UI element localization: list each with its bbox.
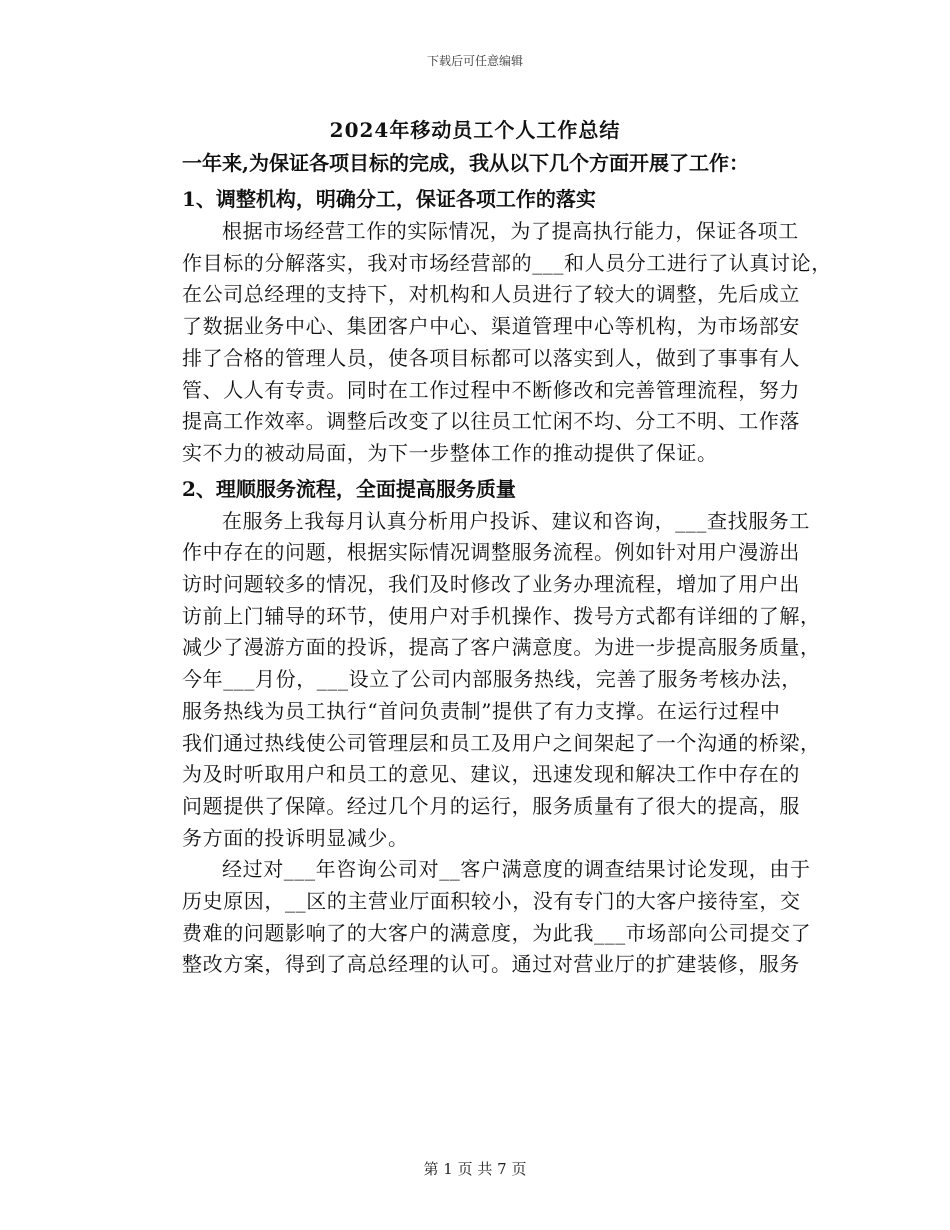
text-line: 减少了漫游方面的投诉，提高了客户满意度。为进一步提高服务质量， [182, 635, 821, 660]
text-line: 我们通过热线使公司管理层和员工及用户之间架起了一个沟通的桥梁， [182, 730, 821, 755]
text-line: 排了合格的管理人员，使各项目标都可以落实到人，做到了事事有人 [182, 345, 800, 370]
document-title: 2024年移动员工个人工作总结 [329, 118, 621, 142]
text-line: 提高工作效率。调整后改变了以往员工忙闲不均、分工不明、工作落 [182, 409, 800, 434]
section2-paragraph-2 [142, 854, 818, 981]
text-line: 服务热线为员工执行“首问负责制”提供了有力支撑。在运行过程中 [182, 698, 781, 723]
text-line: 了数据业务中心、集团客户中心、渠道管理中心等机构，为市场部安 [182, 314, 800, 339]
text-line: 问题提供了保障。经过几个月的运行，服务质量有了很大的提高，服 [182, 793, 800, 818]
intro-paragraph: 一年来,为保证各项目标的完成，我从以下几个方面开展了工作： [182, 151, 749, 175]
header-note: 下载后可任意编辑 [426, 54, 523, 68]
text-line: 实不力的被动局面，为下一步整体工作的推动提供了保证。 [182, 440, 718, 465]
text-line: 作目标的分解落实，我对市场经营部的___和人员分工进行了认真讨论， [182, 250, 832, 275]
text-line: 在公司总经理的支持下，对机构和人员进行了较大的调整，先后成立 [182, 282, 800, 307]
text-line: 经过对___年咨询公司对__客户满意度的调查结果讨论发现，由于 [222, 857, 811, 882]
text-line: 历史原因，__区的主营业厅面积较小，没有专门的大客户接待室，交 [182, 889, 801, 914]
page-footer: 第 1 页 共 7 页 [423, 1160, 527, 1178]
text-line: 访前上门辅导的环节，使用户对手机操作、拨号方式都有详细的了解， [182, 603, 821, 628]
text-line: 根据市场经营工作的实际情况，为了提高执行能力，保证各项工 [222, 219, 799, 243]
text-line: 费难的问题影响了的大客户的满意度，为此我___市场部向公司提交了 [182, 920, 812, 945]
text-line: 管、人人有专责。同时在工作过程中不断修改和完善管理流程，努力 [182, 377, 800, 402]
text-line: 为及时听取用户和员工的意见、建议，迅速发现和解决工作中存在的 [182, 762, 800, 787]
section2-paragraph-1 [142, 506, 821, 855]
text-line: 整改方案，得到了高总经理的认可。通过对营业厅的扩建装修，服务 [182, 952, 800, 977]
text-line: 访时问题较多的情况，我们及时修改了业务办理流程，增加了用户出 [182, 572, 800, 597]
section1-heading: 1、调整机构，明确分工，保证各项工作的落实 [182, 187, 596, 211]
section1-paragraph [142, 216, 832, 470]
document-body [142, 146, 832, 981]
text-line: 作中存在的问题，根据实际情况调整服务流程。例如针对用户漫游出 [182, 540, 800, 565]
section2-heading: 2、理顺服务流程，全面提高服务质量 [182, 476, 516, 501]
text-line: 务方面的投诉明显减少。 [182, 825, 409, 850]
text-line: 在服务上我每月认真分析用户投诉、建议和咨询，___查找服务工 [222, 508, 810, 533]
text-line: 今年___月份，___设立了公司内部服务热线，完善了服务考核办法， [182, 667, 802, 692]
